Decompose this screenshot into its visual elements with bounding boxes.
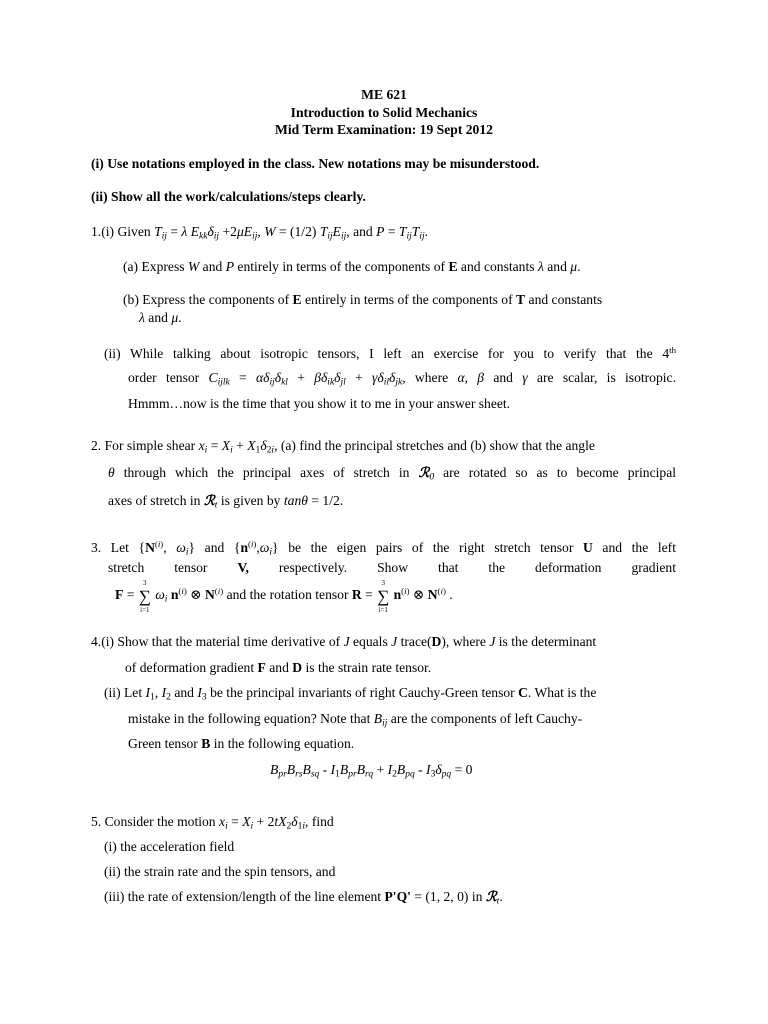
q1-part-b: (b) Express the components of E entirely in terms of the components of T and constants bbox=[123, 292, 603, 307]
q2-line3: axes of stretch in ℛ$_t$ is given by tanθ = 1/2. bbox=[108, 493, 344, 511]
q1-part-b-cont: λ and μ. bbox=[139, 310, 182, 325]
q5-part-ii: (ii) the strain rate and the spin tensors, and bbox=[104, 864, 336, 879]
instruction-2: (ii) Show all the work/calculations/steps clearly. bbox=[91, 189, 366, 204]
q3-line3: F = ∑ 3 i=1 $\omega_i$ $n^{(i)}$ ⊗ $N^{(i)}$ and the rotation tensor R = ∑ 3 i=1 $n^{(i)}$ ⊗ $N^{(i)}$ . bbox=[115, 578, 453, 614]
q4-i-line1: 4.(i) Show that the material time derivative of J equals J trace(D), where J is the determinant bbox=[91, 634, 597, 649]
q3-line1: 3. Let {$N^{(i)}$, $\omega_i$} and $\{n^{(i)},\omega_i\}$ be the eigen pairs of the right stretch tensor U and the left bbox=[91, 539, 676, 558]
q4-ii-line2: mistake in the following equation? Note that $B_{ij}$ are the components of left Cauchy- bbox=[128, 711, 583, 729]
q4-ii-line1: (ii) Let $I_1$, $I_2$ and $I_3$ be the principal invariants of right Cauchy-Green tensor C. What is the bbox=[104, 685, 597, 703]
course-code: ME 621 bbox=[361, 87, 407, 102]
summation-symbol: ∑ 3 i=1 bbox=[377, 578, 390, 614]
q1-ii-line1: (ii) While talking about isotropic tensors, I left an exercise for you to verify that the 4th bbox=[104, 345, 676, 361]
q5-part-i: (i) the acceleration field bbox=[104, 839, 235, 854]
summation-symbol: ∑ 3 i=1 bbox=[138, 578, 151, 614]
course-title: Introduction to Solid Mechanics bbox=[290, 105, 478, 120]
q1-ii-line3: Hmmm…now is the time that you show it to me in your answer sheet. bbox=[128, 396, 511, 411]
q1-ii-line2: order tensor $C_{ijlk} = \alpha\delta_{ij}\delta_{kl} + \beta\delta_{ik}\delta_{jl} + \gamma\delta_{il}\delta_{jk}$, where α, β and γ are scalar, is isotropic. bbox=[128, 370, 676, 388]
q2-line1: 2. For simple shear $x_i = X_i + X_1\delta_{2i}$, (a) find the principal stretches and (b) show that the angle bbox=[91, 438, 595, 456]
q5-part-iii: (iii) the rate of extension/length of the line element P'Q' = (1, 2, 0) in ℛ$_t$. bbox=[104, 889, 503, 907]
q5-line1: 5. Consider the motion $x_i = X_i + 2tX_2\delta_{1i}$, find bbox=[91, 814, 334, 832]
q4-ii-line3: Green tensor B in the following equation. bbox=[128, 736, 355, 751]
q2-line2: θ through which the principal axes of stretch in ℛ$_0$ are rotated so as to become principal bbox=[108, 465, 677, 483]
instruction-1: (i) Use notations employed in the class. New notations may be misunderstood. bbox=[91, 156, 540, 171]
q4-i-line2: of deformation gradient F and D is the strain rate tensor. bbox=[125, 660, 432, 675]
q1-given: 1.(i) Given $T_{ij} = \lambda$ $E_{kk}\delta_{ij} +2\mu E_{ij}$, W = (1/2) $T_{ij}E_{ij}$, and $P = T_{ij}T_{ij}$. bbox=[91, 224, 429, 242]
q1-part-a: (a) Express W and P entirely in terms of the components of E and constants λ and μ. bbox=[123, 259, 581, 274]
q3-line2: stretch tensor V, respectively. Show that the deformation gradient bbox=[108, 560, 676, 575]
q4-equation: $B_{pr}B_{rs}B_{sq} - I_1B_{pr}B_{rq} + I_2B_{pq} - I_3\delta_{pq} = 0$ bbox=[270, 762, 473, 780]
exam-title: Mid Term Examination: 19 Sept 2012 bbox=[275, 122, 493, 137]
